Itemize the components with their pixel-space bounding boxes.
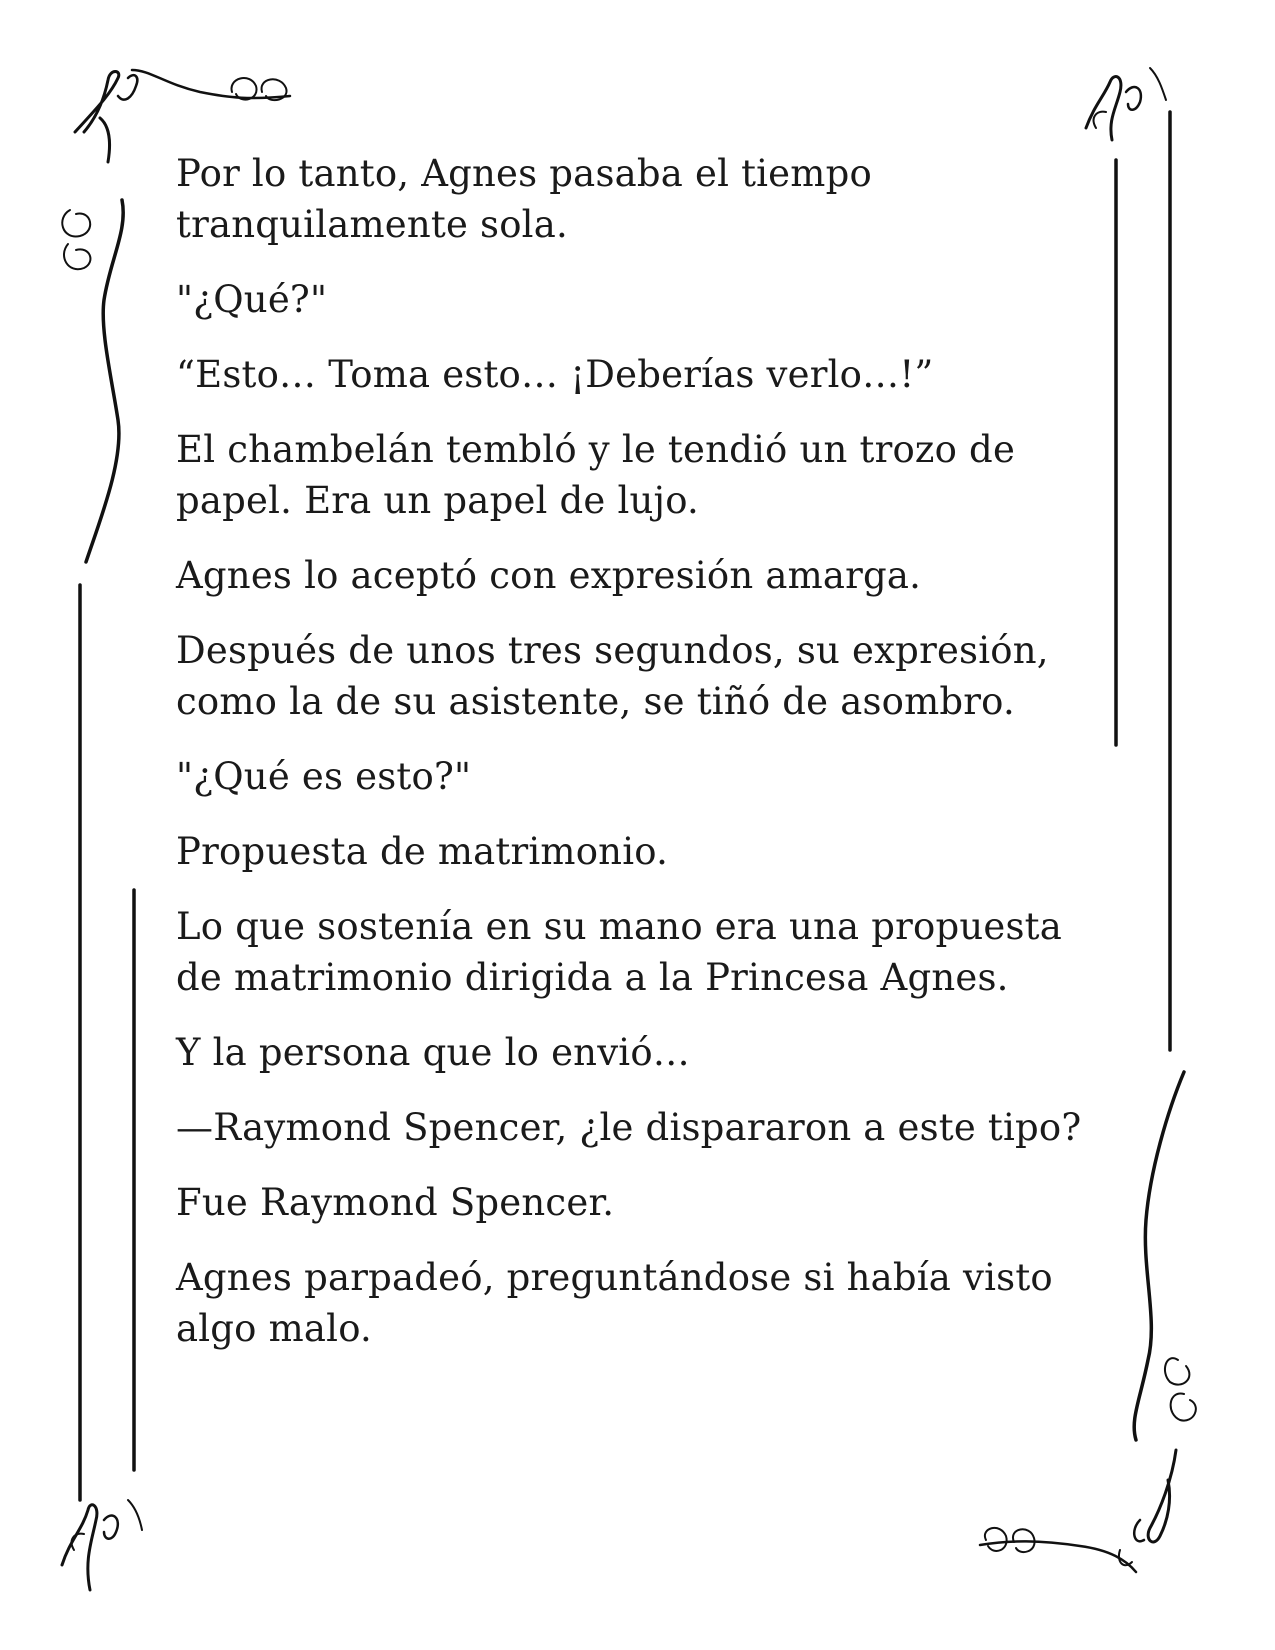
paragraph: El chambelán tembló y le tendió un trozo de papel. Era un papel de lujo. bbox=[176, 428, 1016, 522]
top-right-flourish-icon bbox=[1086, 68, 1166, 140]
paragraph: Lo que sostenía en su mano era una propuesta de matrimonio dirigida a la Princesa Agnes. bbox=[176, 905, 1063, 999]
paragraph: Fue Raymond Spencer. bbox=[176, 1181, 615, 1224]
main-text bbox=[176, 148, 1111, 1378]
paragraph: Agnes lo aceptó con expresión amarga. bbox=[176, 554, 922, 597]
paragraph: Propuesta de matrimonio. bbox=[176, 830, 669, 873]
paragraph: Por lo tanto, Agnes pasaba el tiempo tranquilamente sola. bbox=[176, 152, 872, 246]
paragraph: "¿Qué?" bbox=[176, 278, 328, 321]
paragraph: "¿Qué es esto?" bbox=[176, 755, 472, 798]
paragraph: —Raymond Spencer, ¿le dispararon a este tipo? bbox=[176, 1106, 1082, 1149]
paragraph: “Esto… Toma esto… ¡Deberías verlo…!” bbox=[176, 353, 934, 396]
paragraph: Y la persona que lo envió… bbox=[176, 1031, 691, 1074]
paragraph: Después de unos tres segundos, su expresión, como la de su asistente, se tiñó de asombro. bbox=[176, 629, 1049, 723]
paragraph: Agnes parpadeó, preguntándose si había visto algo malo. bbox=[176, 1256, 1053, 1350]
bottom-left-flourish-icon bbox=[62, 1500, 142, 1590]
